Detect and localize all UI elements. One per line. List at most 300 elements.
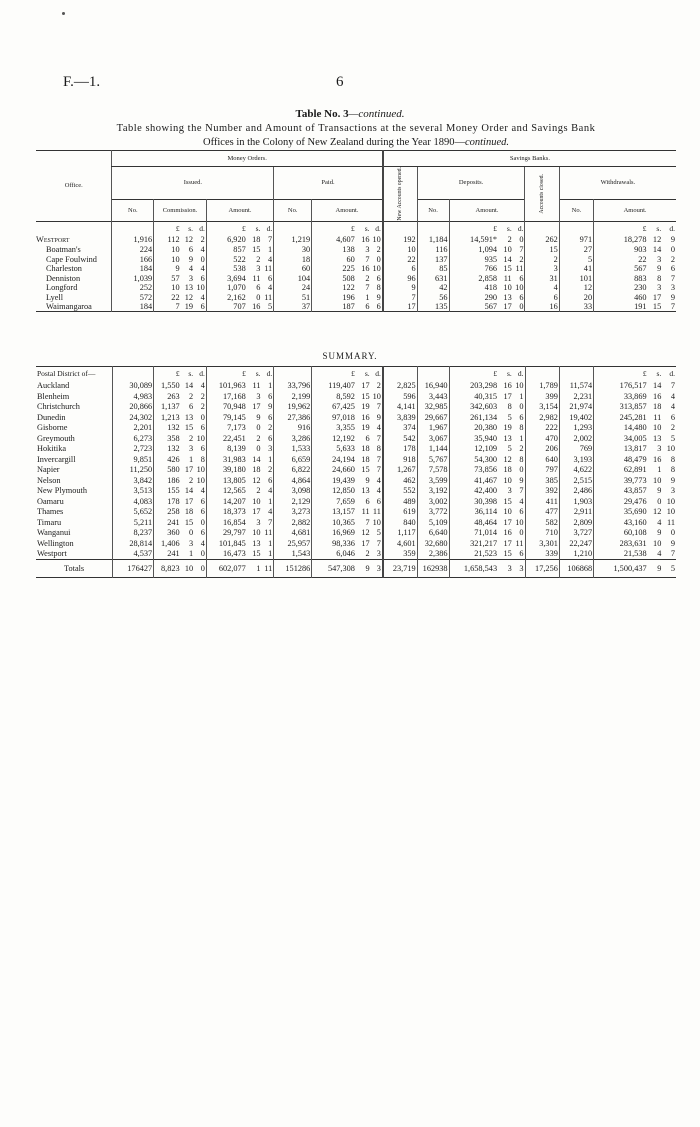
cell-d-d: 8 (519, 454, 524, 464)
cell-w-no: 11,574 (559, 381, 593, 392)
cell-d-no: 85 (417, 264, 449, 274)
cell-c-s: 19 (184, 302, 194, 312)
cell-p-l: 13,157 (312, 507, 356, 518)
cell-d-no: 3,772 (417, 507, 449, 518)
district-row (36, 538, 676, 549)
cell-closed: 1,789 (525, 381, 559, 392)
cell-d-s: 10 (503, 245, 512, 254)
cell-p-d: 10 (372, 517, 381, 527)
cell-d-d: 0 (519, 528, 524, 538)
cell-d-no: 56 (417, 293, 449, 303)
cell-d-s: 10 (503, 507, 512, 517)
cell-closed: 640 (525, 454, 559, 465)
totals-body (36, 559, 676, 577)
cell-a-s: 9 (256, 412, 261, 422)
cell-a-d: 6 (268, 433, 273, 443)
cell-new: 359 (383, 549, 417, 560)
cell-p-l: 60 (312, 254, 356, 264)
cell-p-no: 24 (274, 283, 312, 293)
cell-c-s: 4 (188, 264, 194, 274)
cell-w-no: 33 (559, 302, 593, 312)
cell-c-s: 9 (188, 254, 194, 264)
cell-a-d: 2 (268, 465, 273, 475)
district-row (36, 381, 676, 392)
row-label: Wanganui (37, 528, 71, 538)
cell-d-d: 6 (519, 507, 524, 517)
cell-d-l: 12,109 (449, 444, 498, 455)
cell-a-l: 39,180 (206, 465, 246, 476)
cell-c-l: 360 (154, 528, 181, 539)
cell-new: 489 (383, 496, 417, 507)
cell-d-d: 3 (519, 563, 524, 573)
cell-a-l: 22,451 (206, 433, 246, 444)
cell-w-d: 10 (666, 444, 675, 454)
cell-w-no: 2,515 (559, 475, 593, 486)
cell-d-no: 3,599 (417, 475, 449, 486)
cell-a-d: 11 (264, 292, 273, 302)
cell-w-no: 2,809 (559, 517, 593, 528)
cell-p-no: 4,681 (274, 528, 312, 539)
cell-closed: 3,301 (525, 538, 559, 549)
cell-d-s: 8 (507, 402, 512, 412)
unit-pound: £ (154, 221, 181, 235)
col-paid-no: No. (274, 199, 312, 221)
cell-d-l: 567 (449, 302, 498, 312)
cell-d-no: 1,967 (417, 423, 449, 434)
row-label: Boatman's (46, 245, 81, 254)
cell-p-d: 6 (376, 273, 381, 283)
cell-w-l: 245,281 (594, 412, 648, 423)
row-label: Totals (64, 563, 85, 573)
cell-a-l: 16,854 (206, 517, 246, 528)
row-label: Wellington (37, 538, 74, 548)
cell-d-l: 48,464 (449, 517, 498, 528)
col-paid-amount: Amount. (312, 199, 383, 221)
cell-w-s: 4 (657, 549, 662, 558)
cell-c-l: 263 (154, 391, 181, 402)
cell-new: 552 (383, 486, 417, 497)
cell-p-l: 4,607 (312, 235, 356, 245)
cell-d-l: 14,591* (449, 235, 498, 245)
cell-a-s: 2 (256, 433, 261, 443)
cell-p-s: 6 (365, 496, 370, 506)
cell-p-s: 6 (365, 433, 370, 443)
cell-p-l: 225 (312, 264, 356, 274)
cell-w-s: 9 (657, 528, 662, 538)
cell-a-s: 3 (256, 264, 261, 274)
cell-d-s: 14 (503, 254, 512, 264)
cell-p-d: 4 (376, 423, 381, 433)
cell-d-no: 32,985 (417, 402, 449, 413)
cell-new: 619 (383, 507, 417, 518)
cell-new: 3,839 (383, 412, 417, 423)
cell-w-no: 20 (559, 293, 593, 303)
cell-p-l: 12,192 (312, 433, 356, 444)
cell-d-no: 1,144 (417, 444, 449, 455)
cell-a-d: 11 (264, 264, 273, 274)
cell-d-no: 29,667 (417, 412, 449, 423)
cell-c-d: 4 (200, 245, 205, 254)
cell-closed: 15 (525, 245, 559, 255)
district-row (36, 402, 676, 413)
cell-new: 4,601 (383, 538, 417, 549)
cell-d-l: 21,523 (449, 549, 498, 560)
cell-closed: 470 (525, 433, 559, 444)
cell-a-l: 12,565 (206, 486, 246, 497)
cell-d-s: 10 (503, 475, 512, 485)
cell-p-l: 24,660 (312, 465, 356, 476)
cell-c-s: 6 (188, 402, 194, 412)
cell-w-d: 9 (670, 538, 675, 548)
cell-p-s: 7 (365, 254, 370, 264)
cell-a-d: 1 (268, 538, 273, 548)
cell-d-no: 3,002 (417, 496, 449, 507)
cell-new: 22 (383, 254, 417, 264)
cell-d-no: 162938 (417, 559, 449, 577)
cell-d-l: 2,858 (449, 273, 498, 283)
cell-w-d: 6 (670, 412, 675, 422)
cell-p-s: 16 (361, 235, 370, 245)
cell-p-d: 7 (376, 538, 381, 548)
cell-w-no: 2,486 (559, 486, 593, 497)
cell-w-s: 10 (653, 423, 662, 433)
cell-w-l: 48,479 (594, 454, 648, 465)
cell-d-l: 20,380 (449, 423, 498, 434)
cell-d-s: 15 (503, 549, 512, 558)
cell-d-s: 3 (507, 486, 512, 496)
cell-c-d: 6 (200, 302, 205, 312)
cell-closed: 339 (525, 549, 559, 560)
cell-c-s: 2 (188, 475, 194, 485)
cell-closed: 2,982 (525, 412, 559, 423)
cell-d-d: 11 (515, 264, 524, 274)
cell-w-l: 21,538 (594, 549, 648, 560)
cell-c-l: 241 (154, 517, 181, 528)
cell-d-l: 418 (449, 283, 498, 293)
cell-c-l: 132 (154, 423, 181, 434)
cell-c-l: 10 (154, 283, 181, 293)
cell-w-s: 14 (653, 381, 662, 391)
cell-w-no: 1,903 (559, 496, 593, 507)
cell-p-no: 6,659 (274, 454, 312, 465)
cell-p-s: 13 (361, 486, 370, 496)
office-row (36, 283, 676, 293)
cell-p-d: 9 (376, 412, 381, 422)
cell-new: 462 (383, 475, 417, 486)
cell-d-s: 17 (503, 538, 512, 548)
cell-c-l: 426 (154, 454, 181, 465)
cell-d-l: 36,114 (449, 507, 498, 518)
cell-p-no: 4,864 (274, 475, 312, 486)
cell-a-s: 15 (252, 245, 261, 254)
cell-c-l: 7 (154, 302, 181, 312)
cell-closed: 385 (525, 475, 559, 486)
cell-closed: 582 (525, 517, 559, 528)
cell-w-l: 883 (594, 273, 648, 283)
cell-p-s: 15 (361, 391, 370, 401)
summary-title: SUMMARY. (322, 351, 378, 361)
cell-a-d: 6 (268, 273, 273, 283)
district-row (36, 475, 676, 486)
cell-d-l: 261,134 (449, 412, 498, 423)
cell-w-l: 14,480 (594, 423, 648, 434)
cell-c-l: 178 (154, 496, 181, 507)
cell-w-no: 2,002 (559, 433, 593, 444)
cell-p-no: 1,533 (274, 444, 312, 455)
cell-closed: 262 (525, 235, 559, 245)
cell-d-no: 5,767 (417, 454, 449, 465)
cell-w-l: 18,278 (594, 235, 648, 245)
cell-closed: 399 (525, 391, 559, 402)
cell-i-no: 572 (112, 293, 154, 303)
cell-p-no: 2,129 (274, 496, 312, 507)
cell-w-d: 7 (670, 549, 675, 558)
cell-new: 192 (383, 235, 417, 245)
col-withdrawals: Withdrawals. (559, 167, 676, 200)
cell-a-s: 14 (252, 454, 261, 464)
cell-w-d: 8 (670, 465, 675, 475)
cell-p-l: 5,633 (312, 444, 356, 455)
cell-d-no: 16,940 (417, 381, 449, 392)
cell-w-l: 230 (594, 283, 648, 293)
office-row (36, 254, 676, 264)
cell-p-d: 11 (372, 507, 381, 517)
cell-i-no: 11,250 (112, 465, 154, 476)
cell-new: 10 (383, 245, 417, 255)
cell-a-l: 857 (206, 245, 246, 255)
cell-d-s: 12 (503, 454, 512, 464)
district-row (36, 549, 676, 560)
row-label: Dunedin (37, 412, 66, 422)
cell-p-l: 3,355 (312, 423, 356, 434)
cell-a-s: 12 (252, 475, 261, 485)
cell-i-no: 5,211 (112, 517, 154, 528)
cell-a-l: 8,139 (206, 444, 246, 455)
cell-p-s: 18 (361, 454, 370, 464)
cell-w-d: 2 (670, 254, 675, 264)
district-row (36, 528, 676, 539)
cell-w-no: 3,193 (559, 454, 593, 465)
cell-w-d: 9 (670, 292, 675, 302)
district-row (36, 496, 676, 507)
cell-p-no: 6,822 (274, 465, 312, 476)
cell-a-s: 11 (252, 381, 261, 391)
cell-p-d: 2 (376, 381, 381, 391)
cell-d-d: 9 (519, 475, 524, 485)
cell-a-s: 6 (256, 283, 261, 293)
cell-c-d: 0 (200, 563, 205, 573)
cell-d-d: 6 (519, 412, 524, 422)
cell-c-l: 112 (154, 235, 181, 245)
cell-p-s: 6 (365, 302, 370, 312)
cell-p-no: 30 (274, 245, 312, 255)
cell-a-l: 101,845 (206, 538, 246, 549)
offices-table-wrapper (36, 150, 676, 312)
cell-c-s: 2 (188, 391, 194, 401)
cell-a-s: 0 (256, 444, 261, 454)
cell-d-s: 16 (503, 381, 512, 391)
cell-a-d: 9 (268, 402, 273, 412)
cell-c-d: 4 (200, 486, 205, 496)
cell-new: 17 (383, 302, 417, 312)
cell-w-d: 3 (670, 486, 675, 496)
cell-w-s: 0 (657, 496, 662, 506)
cell-d-s: 3 (507, 563, 512, 573)
cell-c-s: 3 (188, 444, 194, 454)
district-row (36, 391, 676, 402)
cell-p-l: 12,850 (312, 486, 356, 497)
cell-d-l: 73,856 (449, 465, 498, 476)
cell-p-d: 9 (376, 292, 381, 302)
cell-w-no: 2,231 (559, 391, 593, 402)
cell-d-l: 40,315 (449, 391, 498, 402)
cell-d-d: 1 (519, 391, 524, 401)
cell-d-no: 32,680 (417, 538, 449, 549)
cell-new: 23,719 (383, 559, 417, 577)
cell-d-l: 30,398 (449, 496, 498, 507)
cell-p-l: 67,425 (312, 402, 356, 413)
cell-a-d: 6 (268, 475, 273, 485)
cell-a-d: 6 (268, 412, 273, 422)
cell-d-d: 10 (515, 283, 524, 293)
cell-d-s: 15 (503, 496, 512, 506)
cell-c-d: 4 (200, 292, 205, 302)
cell-w-no: 2,911 (559, 507, 593, 518)
cell-d-s: 19 (503, 423, 512, 433)
cell-c-d: 6 (200, 496, 205, 506)
cell-d-l: 321,217 (449, 538, 498, 549)
cell-i-no: 3,842 (112, 475, 154, 486)
cell-new: 6 (383, 264, 417, 274)
cell-d-s: 16 (503, 528, 512, 538)
office-row (36, 302, 676, 312)
cell-a-d: 4 (268, 254, 273, 264)
cell-p-d: 6 (376, 302, 381, 312)
cell-a-d: 1 (268, 454, 273, 464)
cell-w-l: 22 (594, 254, 648, 264)
cell-a-d: 1 (268, 381, 273, 391)
col-deposits-no: No. (417, 199, 449, 221)
row-label: Christchurch (37, 402, 80, 412)
cell-w-l: 460 (594, 293, 648, 303)
cell-p-s: 2 (365, 273, 370, 283)
cell-p-s: 16 (361, 412, 370, 422)
row-label: Gisborne (37, 423, 68, 433)
cell-p-d: 3 (376, 563, 381, 573)
cell-a-l: 17,168 (206, 391, 246, 402)
cell-w-l: 567 (594, 264, 648, 274)
cell-w-d: 4 (670, 391, 675, 401)
cell-new: 4,141 (383, 402, 417, 413)
cell-d-no: 3,067 (417, 433, 449, 444)
cell-a-s: 17 (252, 402, 261, 412)
cell-d-l: 54,300 (449, 454, 498, 465)
cell-d-d: 8 (519, 423, 524, 433)
cell-c-d: 0 (200, 517, 205, 527)
report-code: F.—1. (63, 74, 101, 90)
row-label: Napier (37, 465, 60, 475)
col-deposits-amount: Amount. (449, 199, 525, 221)
cell-a-s: 17 (252, 507, 261, 517)
cell-c-s: 15 (184, 423, 194, 433)
cell-p-s: 12 (361, 528, 370, 538)
cell-i-no: 4,083 (112, 496, 154, 507)
cell-p-l: 8,592 (312, 391, 356, 402)
cell-w-d: 7 (670, 302, 675, 312)
cell-new: 840 (383, 517, 417, 528)
cell-p-l: 24,194 (312, 454, 356, 465)
cell-c-d: 10 (196, 465, 205, 475)
cell-c-l: 22 (154, 293, 181, 303)
cell-c-d: 10 (196, 283, 205, 293)
cell-p-d: 4 (376, 486, 381, 496)
cell-d-s: 17 (503, 302, 512, 312)
cell-c-s: 13 (184, 283, 194, 293)
cell-a-s: 18 (252, 465, 261, 475)
cell-c-s: 1 (188, 549, 194, 558)
cell-w-l: 903 (594, 245, 648, 255)
cell-w-s: 14 (652, 245, 662, 254)
cell-c-d: 0 (200, 412, 205, 422)
office-row (36, 235, 676, 245)
cell-d-l: 1,658,543 (449, 559, 498, 577)
row-label: Lyell (46, 292, 64, 302)
cell-i-no: 3,513 (112, 486, 154, 497)
cell-d-no: 7,578 (417, 465, 449, 476)
cell-w-no: 769 (559, 444, 593, 455)
cell-p-l: 138 (312, 245, 356, 255)
cell-w-s: 16 (653, 454, 662, 464)
cell-d-d: 2 (519, 254, 524, 264)
cell-a-d: 1 (268, 496, 273, 506)
col-issued: Issued. (112, 167, 274, 200)
cell-c-d: 6 (200, 444, 205, 454)
cell-d-s: 10 (503, 283, 512, 293)
totals-row (36, 559, 676, 577)
district-row (36, 444, 676, 455)
cell-a-l: 101,963 (206, 381, 246, 392)
cell-w-s: 11 (653, 412, 662, 422)
cell-p-d: 10 (372, 264, 381, 274)
cell-p-s: 1 (365, 292, 370, 302)
cell-w-l: 34,005 (594, 433, 648, 444)
cell-new: 7 (383, 293, 417, 303)
cell-w-s: 17 (652, 292, 662, 302)
cell-closed: 477 (525, 507, 559, 518)
cell-c-s: 12 (184, 235, 194, 245)
row-label: Invercargill (37, 454, 76, 464)
cell-d-s: 13 (503, 433, 512, 443)
cell-w-no: 101 (559, 273, 593, 283)
district-row (36, 412, 676, 423)
cell-a-s: 15 (252, 549, 261, 558)
row-label: Thames (37, 507, 64, 517)
district-row (36, 454, 676, 465)
cell-c-s: 15 (184, 517, 194, 527)
cell-a-d: 5 (268, 302, 273, 312)
cell-p-no: 27,386 (274, 412, 312, 423)
cell-a-s: 3 (256, 517, 261, 527)
cell-d-d: 7 (519, 486, 524, 496)
cell-d-l: 766 (449, 264, 498, 274)
cell-a-l: 29,797 (206, 528, 246, 539)
cell-p-no: 2,882 (274, 517, 312, 528)
cell-closed: 411 (525, 496, 559, 507)
cell-c-s: 2 (188, 433, 194, 443)
cell-w-no: 41 (559, 264, 593, 274)
district-row (36, 465, 676, 476)
office-row (36, 245, 676, 255)
